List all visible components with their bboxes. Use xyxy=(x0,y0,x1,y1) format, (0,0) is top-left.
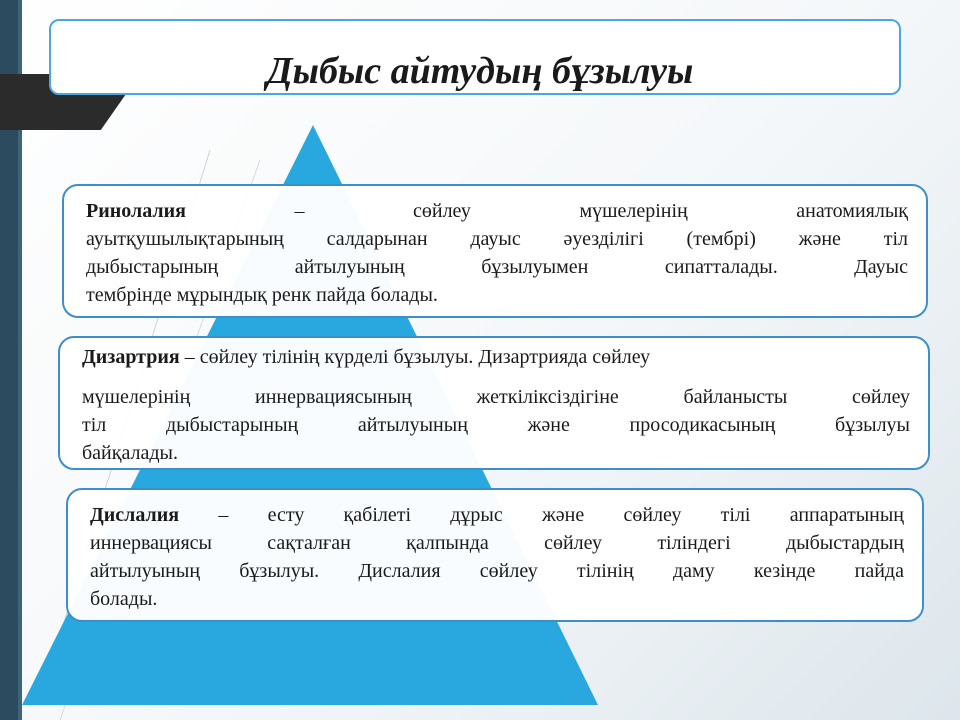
card-line: Дизартрия – сөйлеу тілінің күрделі бұзылуы. Дизартрияда сөйлеу xyxy=(82,346,651,368)
card-line: иннервациясы сақталған қалпында сөйлеу тіліндегі дыбыстардың xyxy=(90,532,904,554)
card-term: Дизартрия xyxy=(82,346,180,368)
card-line: Ринолалия – сөйлеу мүшелерінің анатомиялық xyxy=(86,200,908,222)
card-line: тіл дыбыстарының айтылуының және просодикасының бұзылуы xyxy=(82,414,910,436)
definition-card-dysarthria xyxy=(58,336,930,470)
card-line: дыбыстарының айтылуының бұзылуымен сипатталады. Дауыс xyxy=(86,256,908,278)
card-term: Дислалия xyxy=(90,504,180,526)
card-line: ауытқушылықтарының салдарынан дауыс әуезділігі (тембрі) және тіл xyxy=(86,228,908,250)
definition-card-rhinolalia xyxy=(62,184,928,318)
card-term: Ринолалия xyxy=(86,200,186,222)
card-line: айтылуының бұзылуы. Дислалия сөйлеу тілінің даму кезінде пайда xyxy=(90,560,904,582)
card-line: тембрінде мұрындық ренк пайда болады. xyxy=(86,284,438,306)
slide-title: Дыбыс айтудың бұзылуы xyxy=(266,50,694,92)
card-line: мүшелерінің иннервациясының жеткіліксіздігіне байланысты сөйлеу xyxy=(82,386,910,408)
definition-card-dyslalia xyxy=(66,488,924,622)
card-line: байқалады. xyxy=(82,442,178,464)
card-line: Дислалия – есту қабілеті дұрыс және сөйлеу тілі аппаратының xyxy=(90,504,904,526)
card-line: болады. xyxy=(90,588,158,610)
